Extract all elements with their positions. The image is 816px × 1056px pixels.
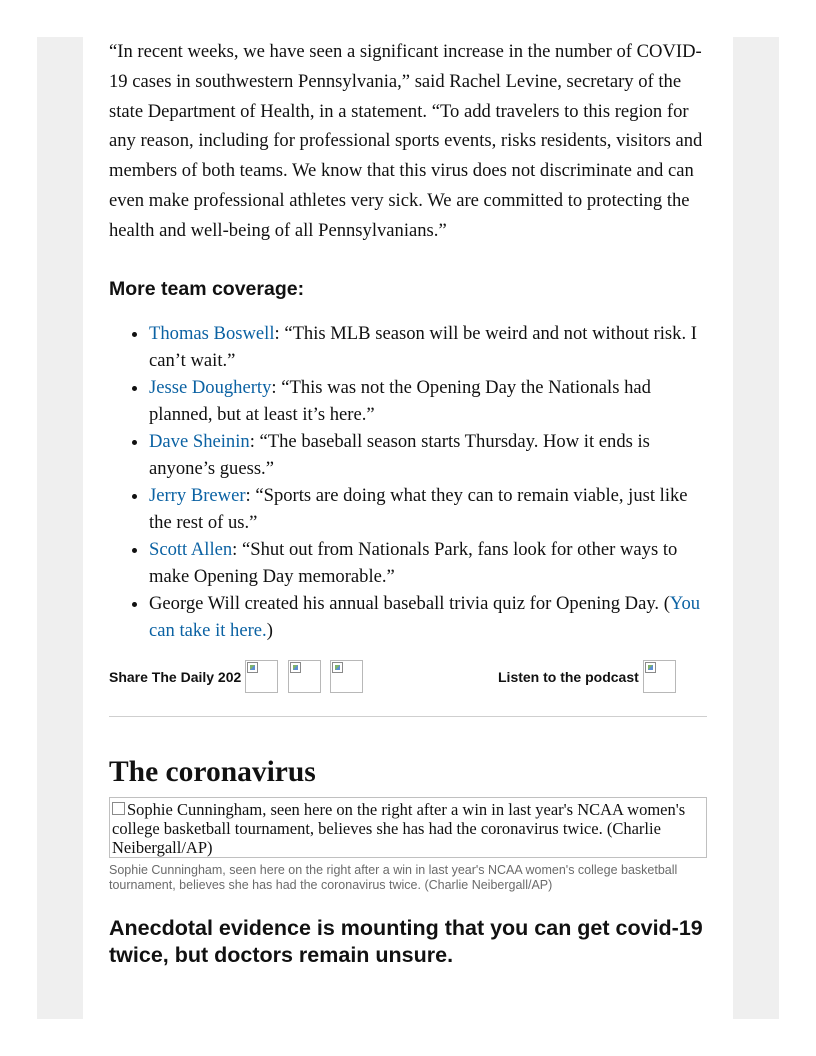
share-email-icon[interactable] — [330, 660, 363, 693]
list-item — [149, 482, 707, 536]
coverage-list — [109, 320, 707, 644]
article-headline[interactable]: Anecdotal evidence is mounting that you can get covid-19 twice, but doctors remain unsure. — [109, 915, 703, 967]
right-gutter — [733, 37, 779, 1019]
author-link-boswell[interactable]: Thomas Boswell — [149, 322, 275, 344]
figure-image — [109, 797, 707, 858]
quiz-link[interactable]: You can take it here. — [149, 592, 701, 641]
broken-image-icon — [645, 662, 656, 673]
share-twitter-icon[interactable] — [288, 660, 321, 693]
share-facebook-icon[interactable] — [245, 660, 278, 693]
article-body — [109, 37, 707, 969]
podcast-icon[interactable] — [643, 660, 676, 693]
list-item — [149, 320, 707, 374]
share-row — [109, 660, 707, 696]
broken-image-icon — [290, 662, 301, 673]
list-item — [149, 536, 707, 590]
item-text: : “Shut out from Nationals Park, fans look for other ways to make Opening Day memorable.” — [149, 538, 678, 587]
author-link-sheinin[interactable]: Dave Sheinin — [149, 430, 250, 452]
list-item — [149, 374, 707, 428]
broken-image-icon — [332, 662, 343, 673]
author-link-allen[interactable]: Scott Allen — [149, 538, 233, 560]
figure-caption: Sophie Cunningham, seen here on the right after a win in last year's NCAA women's college basketball tournament, believes she has had the coronavirus twice. (Charlie Neibergall/AP) — [109, 862, 678, 892]
author-link-brewer[interactable]: Jerry Brewer — [149, 484, 246, 506]
section-title: The coronavirus — [109, 755, 316, 788]
left-gutter — [37, 37, 83, 1019]
share-label: Share The Daily 202 — [109, 668, 242, 685]
list-item — [149, 590, 707, 644]
author-link-dougherty[interactable]: Jesse Dougherty — [149, 376, 272, 398]
quote-paragraph: “In recent weeks, we have seen a significant increase in the number of COVID-19 cases in southwestern Pennsylvania,” said Rachel Levine, secretary of the state Department of Health, in a statement. “To add travelers to this region for any reason, including for professional sports events, risks residents, visitors and members of both teams. We know that this virus does not discriminate and can even make professional athletes very sick. We are committed to protecting the health and well-being of all Pennsylvanians.” — [109, 41, 703, 241]
item-suffix: ) — [266, 619, 273, 641]
image-alt-text: Sophie Cunningham, seen here on the right after a win in last year's NCAA women's college basketball tournament, believes she has had the coronavirus twice. (Charlie Neibergall/AP) — [112, 799, 686, 857]
coverage-heading: More team coverage: — [109, 277, 305, 300]
broken-image-icon — [247, 662, 258, 673]
item-text: : “This MLB season will be weird and not without risk. I can’t wait.” — [149, 322, 697, 371]
list-item — [149, 428, 707, 482]
divider — [109, 716, 707, 717]
broken-image-icon — [112, 802, 125, 815]
item-text: : “This was not the Opening Day the Nationals had planned, but at least it’s here.” — [149, 376, 651, 425]
listen-label: Listen to the podcast — [498, 668, 639, 685]
item-text: George Will created his annual baseball trivia quiz for Opening Day. ( — [149, 592, 670, 614]
item-text: : “The baseball season starts Thursday. How it ends is anyone’s guess.” — [149, 430, 650, 479]
item-text: : “Sports are doing what they can to remain viable, just like the rest of us.” — [149, 484, 688, 533]
